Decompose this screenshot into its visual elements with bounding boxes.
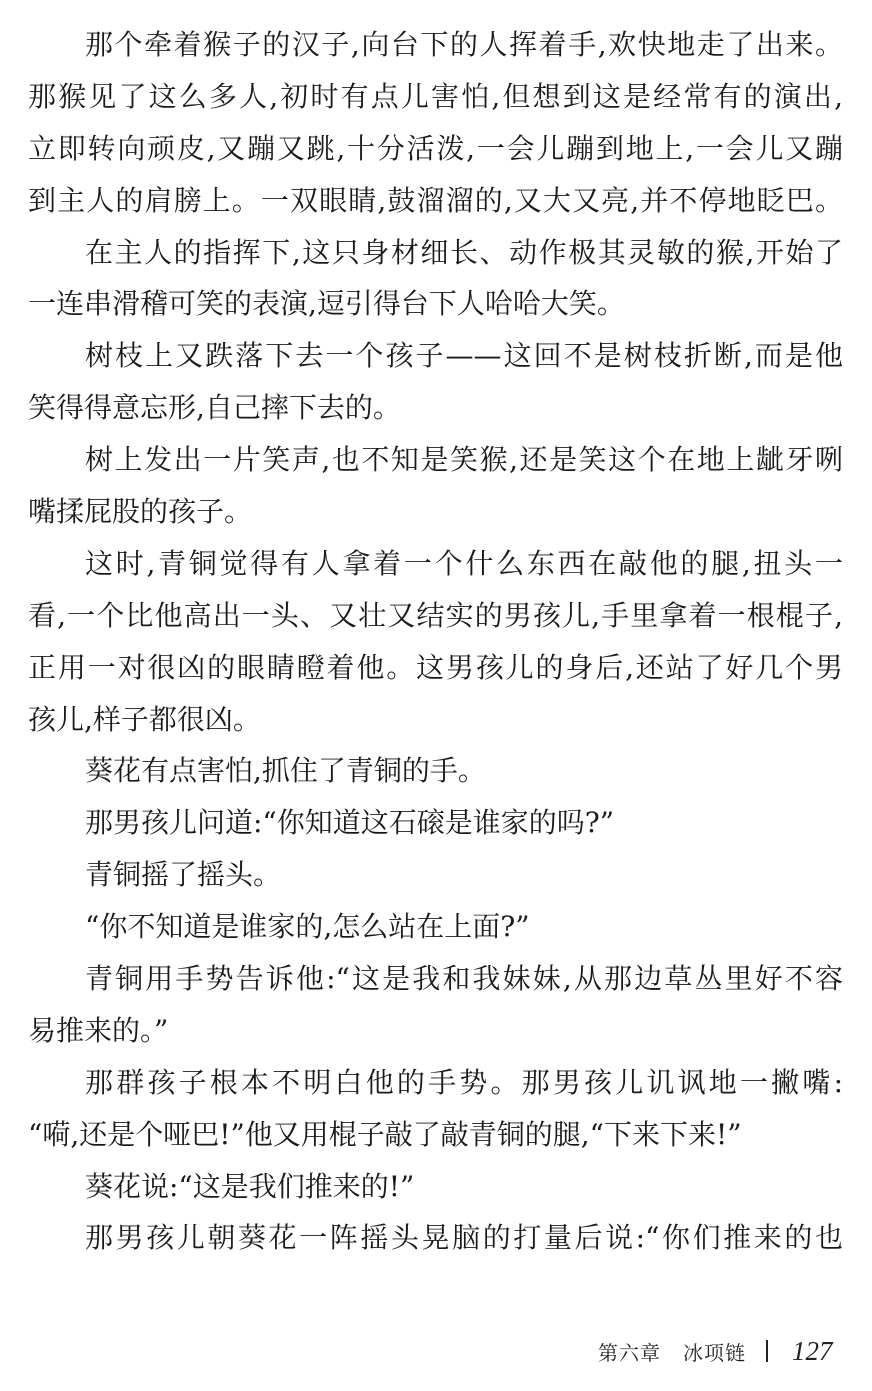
text-line: “嗬,还是个哑巴!”他又用棍子敲了敲青铜的腿,“下来下来!” (28, 1117, 742, 1151)
chapter-title: 冰项链 (683, 1340, 746, 1365)
text-line: 在主人的指挥下,这只身材细长、动作极其灵敏的猴,开始了 (85, 235, 843, 269)
text-line: 这时,青铜觉得有人拿着一个什么东西在敲他的腿,扭头一 (85, 546, 843, 580)
chapter-label: 第六章 (598, 1340, 661, 1365)
text-line: 树上发出一片笑声,也不知是笑猴,还是笑这个在地上龇牙咧 (85, 443, 843, 477)
page-footer (598, 1334, 843, 1368)
text-line: 到主人的肩膀上。一双眼睛,鼓溜溜的,又大又亮,并不停地眨巴。 (28, 183, 843, 217)
text-line: 青铜用手势告诉他:“这是我和我妹妹,从那边草丛里好不容 (85, 962, 843, 996)
text-line: 嘴揉屁股的孩子。 (28, 495, 253, 529)
text-line: 看,一个比他高出一头、又壮又结实的男孩儿,手里拿着一根棍子, (28, 598, 843, 632)
text-line: 青铜摇了摇头。 (85, 858, 282, 892)
text-line: 那个牵着猴子的汉子,向台下的人挥着手,欢快地走了出来。 (85, 28, 843, 61)
text-line: 葵花有点害怕,抓住了青铜的手。 (85, 754, 486, 788)
text-line: “你不知道是谁家的,怎么站在上面?” (85, 910, 530, 944)
page-number: 127 (792, 1335, 833, 1366)
text-line: 那群孩子根本不明白他的手势。那男孩儿讥讽地一撇嘴: (85, 1065, 843, 1099)
text-line: 孩儿,样子都很凶。 (28, 702, 261, 736)
text-line: 葵花说:“这是我们推来的!” (85, 1169, 415, 1203)
text-line: 易推来的。” (28, 1013, 169, 1047)
text-line: 立即转向顽皮,又蹦又跳,十分活泼,一会儿蹦到地上,一会儿又蹦 (28, 131, 843, 165)
text-line: 那男孩儿问道:“你知道这石磙是谁家的吗?” (85, 806, 615, 840)
text-line: 笑得得意忘形,自己摔下去的。 (28, 391, 401, 425)
text-line: 那猴见了这么多人,初时有点儿害怕,但想到这是经常有的演出, (28, 79, 843, 113)
text-line: 正用一对很凶的眼睛瞪着他。这男孩儿的身后,还站了好几个男 (28, 650, 843, 684)
text-line: 树枝上又跌落下去一个孩子——这回不是树枝折断,而是他 (85, 339, 843, 373)
text-line: 一连串滑稽可笑的表演,逗引得台下人哈哈大笑。 (28, 287, 625, 321)
body-text (28, 19, 843, 1264)
footer-divider (766, 1340, 768, 1362)
text-line: 那男孩儿朝葵花一阵摇头晃脑的打量后说:“你们推来的也 (85, 1221, 843, 1255)
